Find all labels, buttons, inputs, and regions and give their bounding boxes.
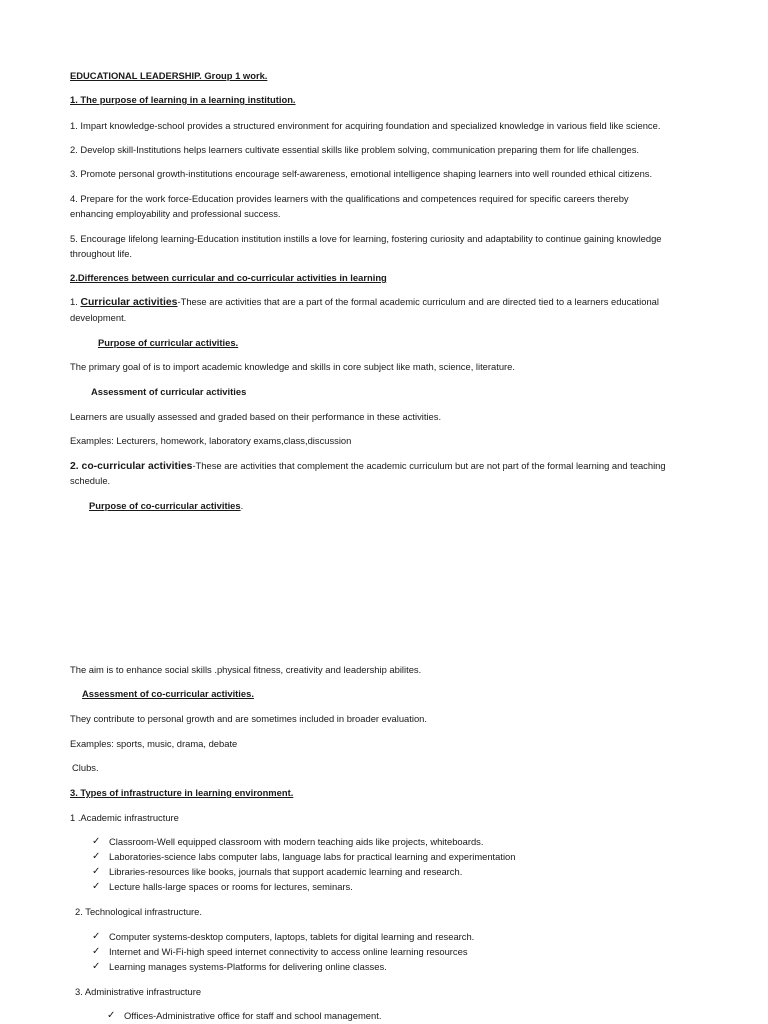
purpose-item-3: 3. Promote personal growth-institutions encourage self-awareness, emotional intelligence shaping learners into well rounded ethical citizens. [70, 168, 653, 179]
academic-item-2: Laboratories-science labs computer labs, language labs for practical learning and experimentation [109, 851, 516, 862]
admin-item-1: Offices-Administrative office for staff and school management. [124, 1010, 382, 1021]
section-3-heading: 3. Types of infrastructure in learning environment. [70, 787, 294, 798]
check-icon: ✓ [107, 1010, 116, 1021]
curricular-term: Curricular activities [80, 297, 178, 308]
co-curricular-assessment-heading: Assessment of co-curricular activities. [82, 688, 254, 699]
check-icon: ✓ [92, 931, 101, 942]
academic-infrastructure-heading: 1 .Academic infrastructure [70, 812, 179, 823]
tech-item-2: Internet and Wi-Fi-high speed internet connectivity to access online learning resources [109, 946, 468, 957]
co-curricular-definition-text: -These are activities that complement the academic curriculum but are not part of the formal learning and teaching [192, 460, 666, 471]
curricular-examples: Examples: Lecturers, homework, laboratory exams,class,discussion [70, 435, 352, 446]
co-curricular-examples-clubs: Clubs. [72, 762, 99, 773]
academic-item-4: Lecture halls-large spaces or rooms for lectures, seminars. [109, 881, 353, 892]
co-curricular-assessment-text: They contribute to personal growth and are sometimes included in broader evaluation. [70, 713, 427, 724]
co-curricular-purpose-heading-line [89, 500, 243, 512]
purpose-item-1: 1. Impart knowledge-school provides a structured environment for acquiring foundation and specialized knowledge in various field like science. [70, 120, 661, 131]
check-icon: ✓ [92, 946, 101, 957]
check-icon: ✓ [92, 851, 101, 862]
co-curricular-definition-line-1 [70, 460, 666, 473]
check-icon: ✓ [92, 836, 101, 847]
administrative-infrastructure-heading: 3. Administrative infrastructure [75, 986, 202, 997]
curricular-purpose-text: The primary goal of is to import academic knowledge and skills in core subject like math, science, literature. [70, 361, 515, 372]
section-1-heading: 1. The purpose of learning in a learning institution. [70, 94, 296, 105]
curricular-number: 1. [70, 296, 81, 307]
co-curricular-purpose-heading-dot: . [240, 500, 244, 511]
document-title: EDUCATIONAL LEADERSHIP. Group 1 work. [70, 70, 268, 81]
tech-item-3: Learning manages systems-Platforms for delivering online classes. [109, 961, 387, 972]
purpose-item-4-line-2: enhancing employability and professional success. [70, 208, 281, 219]
curricular-purpose-heading: Purpose of curricular activities. [98, 337, 239, 348]
curricular-definition-text: -These are activities that are a part of the formal academic curriculum and are directed tied to a learners educational [177, 296, 659, 307]
academic-item-1: Classroom-Well equipped classroom with modern teaching aids like projects, whiteboards. [109, 836, 484, 847]
purpose-item-5-line-1: 5. Encourage lifelong learning-Education institution instills a love for learning, fostering curiosity and adaptability to continue gaining knowledge [70, 233, 662, 244]
co-curricular-purpose-text: The aim is to enhance social skills .physical fitness, creativity and leadership abilites. [70, 664, 422, 675]
check-icon: ✓ [92, 881, 101, 892]
curricular-assessment-heading: Assessment of curricular activities [91, 386, 247, 397]
purpose-item-2: 2. Develop skill-Institutions helps learners cultivate essential skills like problem solving, communication preparing them for life challenges. [70, 144, 640, 155]
co-curricular-examples: Examples: sports, music, drama, debate [70, 738, 238, 749]
curricular-assessment-text: Learners are usually assessed and graded based on their performance in these activities. [70, 411, 442, 422]
technological-infrastructure-heading: 2. Technological infrastructure. [75, 906, 202, 917]
check-icon: ✓ [92, 961, 101, 972]
academic-item-3: Libraries-resources like books, journals that support academic learning and research. [109, 866, 463, 877]
co-curricular-term: 2. co-curricular activities [70, 461, 193, 472]
co-curricular-purpose-heading: Purpose of co-curricular activities [89, 500, 241, 511]
purpose-item-5-line-2: throughout life. [70, 248, 133, 259]
co-curricular-definition-line-2: schedule. [70, 475, 111, 486]
section-2-heading: 2.Differences between curricular and co-curricular activities in learning [70, 272, 387, 283]
curricular-definition-line-2: development. [70, 312, 127, 323]
tech-item-1: Computer systems-desktop computers, laptops, tablets for digital learning and research. [109, 931, 475, 942]
purpose-item-4-line-1: 4. Prepare for the work force-Education provides learners with the qualifications and competences required for specific careers thereby [70, 193, 629, 204]
curricular-definition-line-1 [70, 296, 659, 309]
check-icon: ✓ [92, 866, 101, 877]
